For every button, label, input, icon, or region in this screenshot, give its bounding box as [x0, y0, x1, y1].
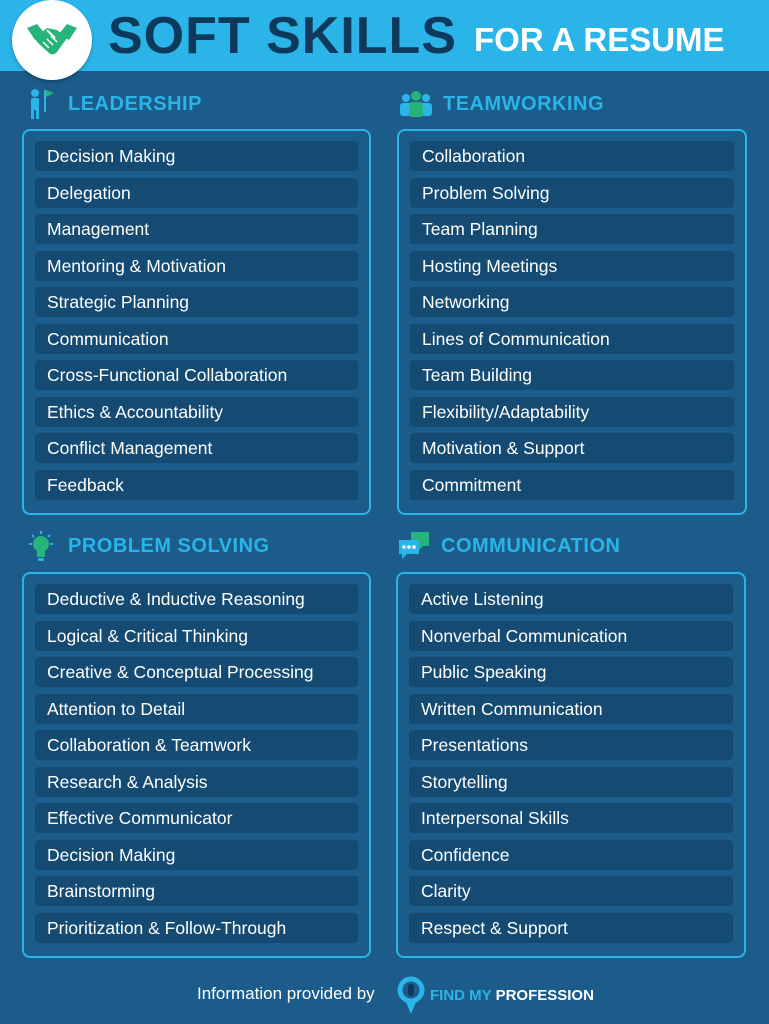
skill-item: Confidence: [409, 840, 733, 870]
skill-item: Conflict Management: [35, 433, 358, 463]
skill-item: Public Speaking: [409, 657, 733, 687]
skill-item: Motivation & Support: [410, 433, 734, 463]
skill-item: Attention to Detail: [35, 694, 358, 724]
footer-brand-part2: PROFESSION: [495, 987, 594, 1004]
handshake-icon: [12, 0, 92, 80]
skill-item: Nonverbal Communication: [409, 621, 733, 651]
section-header-leadership: [24, 89, 202, 119]
skill-item: Creative & Conceptual Processing: [35, 657, 358, 687]
skill-item: Clarity: [409, 876, 733, 906]
problem-solving-panel: [22, 572, 371, 958]
footer-credit-text: Information provided by: [197, 984, 375, 1003]
teamworking-panel: [397, 129, 747, 515]
skill-item: Mentoring & Motivation: [35, 251, 358, 281]
skill-item: Feedback: [35, 470, 358, 500]
section-title-leadership: LEADERSHIP: [68, 92, 202, 115]
footer-brand-part1: FIND MY: [430, 987, 496, 1004]
skill-item: Decision Making: [35, 840, 358, 870]
skill-item: Collaboration: [410, 141, 734, 171]
skill-item: Networking: [410, 287, 734, 317]
leadership-panel: [22, 129, 371, 515]
team-icon: [399, 87, 433, 121]
section-header-communication: [397, 531, 620, 561]
skill-item: Storytelling: [409, 767, 733, 797]
skill-item: Brainstorming: [35, 876, 358, 906]
chat-bubbles-icon: [397, 529, 431, 563]
skill-item: Prioritization & Follow-Through: [35, 913, 358, 943]
skill-item: Flexibility/Adaptability: [410, 397, 734, 427]
section-title-teamworking: TEAMWORKING: [443, 92, 605, 115]
page-subtitle: FOR A RESUME: [474, 21, 725, 58]
skill-item: Team Planning: [410, 214, 734, 244]
section-title-problem-solving: PROBLEM SOLVING: [68, 534, 270, 557]
skill-item: Strategic Planning: [35, 287, 358, 317]
skill-item: Management: [35, 214, 358, 244]
skill-item: Logical & Critical Thinking: [35, 621, 358, 651]
skill-item: Research & Analysis: [35, 767, 358, 797]
footer: [0, 972, 769, 1016]
section-header-teamworking: [399, 89, 604, 119]
skill-item: Commitment: [410, 470, 734, 500]
skill-item: Deductive & Inductive Reasoning: [35, 584, 358, 614]
skill-item: Effective Communicator: [35, 803, 358, 833]
skill-item: Lines of Communication: [410, 324, 734, 354]
section-title-communication: COMMUNICATION: [441, 534, 621, 557]
skill-item: Cross-Functional Collaboration: [35, 360, 358, 390]
lightbulb-icon: [24, 529, 58, 563]
skill-item: Decision Making: [35, 141, 358, 171]
communication-panel: [396, 572, 746, 958]
skill-item: Ethics & Accountability: [35, 397, 358, 427]
skill-item: Written Communication: [409, 694, 733, 724]
skill-item: Collaboration & Teamwork: [35, 730, 358, 760]
skill-item: Problem Solving: [410, 178, 734, 208]
skill-item: Active Listening: [409, 584, 733, 614]
find-my-profession-logo-icon: [396, 976, 426, 1016]
footer-brand[interactable]: [430, 987, 594, 1004]
skill-item: Interpersonal Skills: [409, 803, 733, 833]
skill-item: Hosting Meetings: [410, 251, 734, 281]
skill-item: Respect & Support: [409, 913, 733, 943]
leader-flag-icon: [24, 87, 58, 121]
section-header-problem-solving: [24, 531, 270, 561]
skill-item: Delegation: [35, 178, 358, 208]
page-title: SOFT SKILLS: [108, 7, 457, 65]
skill-item: Team Building: [410, 360, 734, 390]
skill-item: Presentations: [409, 730, 733, 760]
skill-item: Communication: [35, 324, 358, 354]
